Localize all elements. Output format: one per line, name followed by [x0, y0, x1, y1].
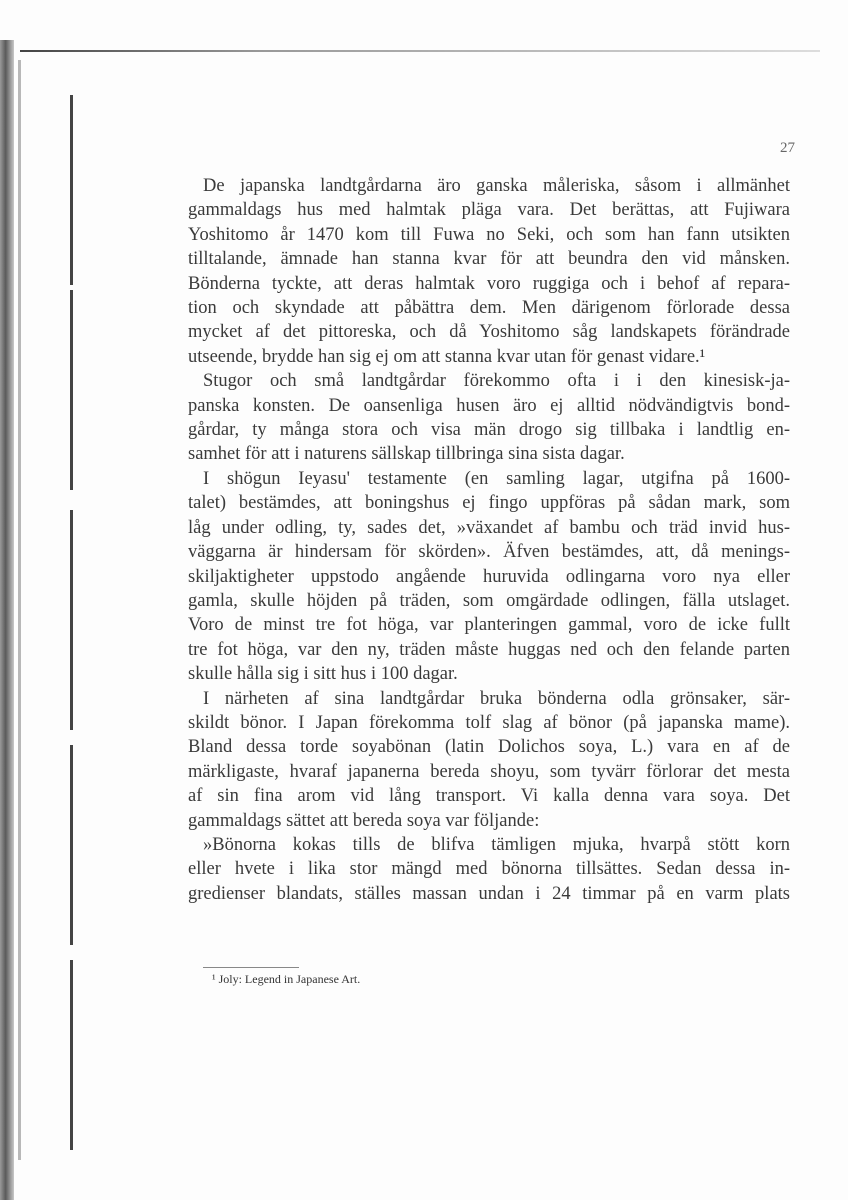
- text-line: Voro de minst tre fot höga, var planteringen gammal, voro de icke fullt: [188, 615, 790, 636]
- text-line: Stugor och små landtgårdar förekommo ofta i i den kinesisk-ja-: [203, 371, 790, 392]
- text-line: eller hvete i lika stor mängd med bönorna tillsättes. Sedan dessa in-: [188, 859, 790, 880]
- text-line: tilltalande, ämnade han stanna kvar för att beundra den vid månsken.: [188, 249, 790, 270]
- scan-top-line: [20, 50, 820, 52]
- binding-line: [70, 290, 73, 490]
- scan-edge-line: [18, 60, 21, 1160]
- text-line: gredienser blandats, ställes massan undan i 24 timmar på en varm plats: [188, 883, 790, 904]
- text-line: gårdar, ty många stora och visa män drogo sig tillbaka i landtlig en-: [188, 420, 790, 441]
- text-line: I närheten af sina landtgårdar bruka bönderna odla grönsaker, sär-: [203, 688, 790, 709]
- text-line: I shögun Ieyasu' testamente (en samling lagar, utgifna på 1600-: [203, 468, 790, 489]
- text-line: Yoshitomo år 1470 kom till Fuwa no Seki, och som han fann utsikten: [188, 224, 790, 245]
- binding-line: [70, 745, 73, 945]
- binding-line: [70, 960, 73, 1150]
- text-line: Bland dessa torde soyabönan (latin Dolichos soya, L.) vara en af de: [188, 737, 790, 758]
- text-line: af sin fina arom vid lång transport. Vi kalla denna vara soya. Det: [188, 786, 790, 807]
- text-line: väggarna är hindersam för skörden». Äfven bestämdes, att, då menings-: [188, 542, 790, 563]
- text-line: låg under odling, ty, sades det, »växandet af bambu och träd invid hus-: [188, 517, 790, 538]
- footnote-rule: [203, 967, 299, 968]
- text-line: samhet för att i naturens sällskap tillbringa sina sista dagar.: [188, 444, 625, 465]
- text-line: mycket af det pittoreska, och då Yoshitomo såg landskapets förändrade: [188, 322, 790, 343]
- text-line: gamla, skulle höjden på träden, som omgärdade odlingen, fälla utslaget.: [188, 590, 790, 611]
- text-line: utseende, brydde han sig ej om att stanna kvar utan för genast vidare.¹: [188, 346, 706, 367]
- text-line: skulle hålla sig i sitt hus i 100 dagar.: [188, 664, 458, 685]
- scan-edge: [0, 40, 14, 1200]
- text-line: De japanska landtgårdarna äro ganska måleriska, såsom i allmänhet: [203, 176, 790, 196]
- text-line: talet) bestämdes, att boningshus ej fingo uppföras på sådan mark, som: [188, 493, 790, 514]
- text-line: tion och skyndade att påbättra dem. Men därigenom förlorade dessa: [188, 298, 790, 319]
- text-line: märkligaste, hvaraf japanerna bereda shoyu, som tyvärr förlorar det mesta: [188, 761, 790, 782]
- text-line: gammaldags sättet att bereda soya var följande:: [188, 810, 540, 831]
- body-text: [188, 174, 790, 906]
- text-line: panska konsten. De oansenliga husen äro ej alltid nödvändigtvis bond-: [188, 395, 790, 416]
- text-line: tre fot höga, var den ny, träden måste huggas ned och den felande parten: [188, 639, 790, 660]
- text-line: Bönderna tyckte, att deras halmtak voro ruggiga och i behof af repara-: [188, 273, 790, 294]
- text-line: »Bönorna kokas tills de blifva tämligen mjuka, hvarpå stött korn: [203, 834, 790, 855]
- text-line: skildt bönor. I Japan förekomma tolf slag af bönor (på japanska mame).: [188, 712, 790, 733]
- binding-line: [70, 510, 73, 730]
- footnote: ¹ Joly: Legend in Japanese Art.: [212, 972, 361, 986]
- text-line: gammaldags hus med halmtak pläga vara. Det berättas, att Fujiwara: [188, 200, 790, 221]
- binding-line: [70, 95, 73, 285]
- text-line: skiljaktigheter uppstodo angående huruvida odlingarna voro nya eller: [188, 566, 790, 587]
- page-number: 27: [780, 140, 795, 156]
